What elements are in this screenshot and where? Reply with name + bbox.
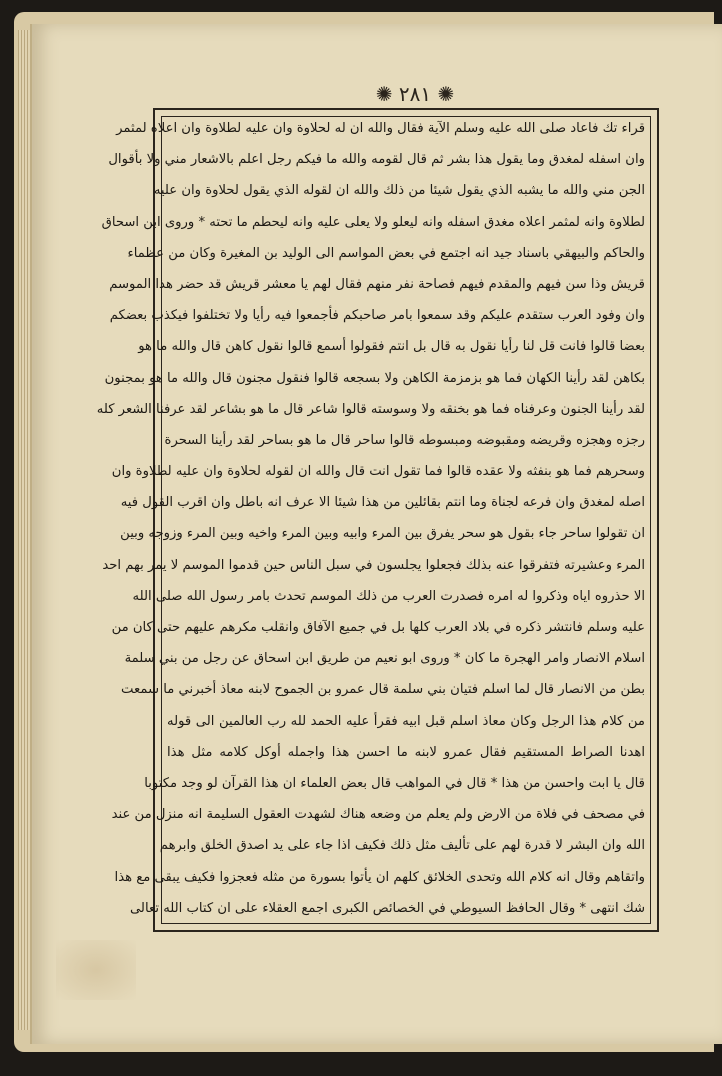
paper-stain [56,940,136,1000]
page-number [355,82,475,106]
text-frame [96,108,659,932]
arabic-text-block [96,116,645,922]
text-line: واتقاهم وقال انه كلام الله وتحدى الخلائق كلهم ان يأتوا بسورة من مثله فعجزوا فكيف يبقى مع هذا [114,869,645,885]
text-line: عليه وسلم فانتشر ذكره في بلاد العرب كلها بل في جميع الآفاق وانقلب مكرهم عليهم حتى كان من [111,620,645,635]
text-line: بكاهن لقد رأينا الكهان فما هو بزمزمة الكاهن ولا بسجعه قالوا فنقول مجنون قال والله ما هو بمجنون [104,370,645,386]
text-line: الجن مني والله ما يشبه الذي يقول شيئا من ذلك والله ان لقوله الذي يقول لحلاوة وان عليه [153,183,645,199]
text-line: شك انتهى * وقال الحافظ السيوطي في الخصائص الكبرى اجمع العقلاء على ان كتاب الله تعالى [129,900,645,916]
text-line: وسحرهم فما هو بنفثه ولا عقده قالوا فما تقول انت قال والله ان لقوله لحلاوة وان عليه لطلاوة وان [111,464,645,480]
text-line: اصله لمغدق وان فرعه لجناة وما انتم بقائلين من هذا شيئا الا عرف انه باطل وان اقرب القول فيه [120,495,645,511]
text-line: قراء تك فاعاد صلى الله عليه وسلم الآية فقال والله ان له لحلاوة وان عليه لطلاوة وان اعلاه لمثمر [116,121,645,136]
text-line: الا حذروه اياه وذكروا له امره فصدرت العرب من ذلك الموسم تحدث بامر رسول الله صلى الله [132,588,645,604]
text-line: المرء وعشيرته فتفرقوا عنه بذلك فجعلوا يجلسون في سبل الناس حين قدموا الموسم لا يمر بهم احد [102,557,645,573]
text-line: وان وفود العرب ستقدم عليكم وقد سمعوا بامر صاحبكم فأجمعوا فيه رأيا ولا تختلفوا فيكذب بعضكم [109,308,645,324]
text-line: ان تقولوا ساحر جاء بقول هو سحر يفرق بين المرء وابيه وبين المرء واخيه وبين المرء وزوجه وبين [120,526,645,542]
text-line: في مصحف في فلاة من الارض ولم يعلم من وضعه هناك لشهدت العقول السليمة انه منزل من عند [111,807,645,823]
text-line: من كلام هذا الرجل وكان معاذ اسلم قبل ابيه فقرأ عليه الحمد لله رب العالمين الى قوله [167,713,645,729]
text-line: والحاكم والبيهقي باسناد جيد انه اجتمع في بعض المواسم الى الوليد بن المغيرة وكان من عظماء [127,245,645,261]
text-line: اسلام الانصار وامر الهجرة ما كان * وروى ابو نعيم من طريق ابن اسحاق عن رجل من بني سلمة [124,651,645,667]
page-number-value: ٢٨١ [398,82,432,106]
text-line: رجزه وهجزه وقريضه ومقبوضه ومبسوطه قالوا ساحر قال ما هو بساحر لقد رأينا السحرة [164,432,645,448]
text-line: لطلاوة وانه لمثمر اعلاه مغدق اسفله وانه ليعلو ولا يعلى عليه وانه ليحطم ما تحته * وروى ابن اسحاق [101,214,645,230]
text-line: بطن من الانصار قال لما اسلم فتيان بني سلمة قال عمرو بن الجموح لابنه معاذ أخبرني ما سمعت [121,682,645,698]
text-line: قريش وذا سن فيهم والمقدم فيهم فصاحة نفر منهم فقال لهم يا معشر قريش قد حضر هذا الموسم [109,276,645,292]
page-edges [18,30,30,1030]
ornament-right: ✺ [437,82,455,106]
text-line: الله وان البشر لا قدرة لهم على تأليف مثل ذلك فكيف اذا جاء على يد اصدق الخلق وابرهم [159,838,645,854]
text-line: قال يا ابت واحسن من هذا * قال في المواهب قال بعض العلماء ان هذا القرآن لو وجد مكتوبا [144,775,645,791]
ornament-left: ✺ [375,82,393,106]
text-line: وان اسفله لمغدق وما يقول هذا بشر ثم قال لقومه والله ما فيكم رجل اعلم بالاشعار مني ولا بأقوال [108,152,645,168]
text-line: بعضا قالوا فانت قل لنا رأيا نقول به قال بل انتم فقولوا أسمع قالوا نقول كاهن قال والله ما هو [138,339,645,355]
text-line: اهدنا الصراط المستقيم فقال عمرو لابنه ما احسن هذا واجمله أوكل كلامه مثل هذا [167,744,645,760]
text-line: لقد رأينا الجنون وعرفناه فما هو بخنقه ولا وسوسته قالوا شاعر قال ما هو بشاعر لقد عرفنا الشعر كله [96,401,645,417]
